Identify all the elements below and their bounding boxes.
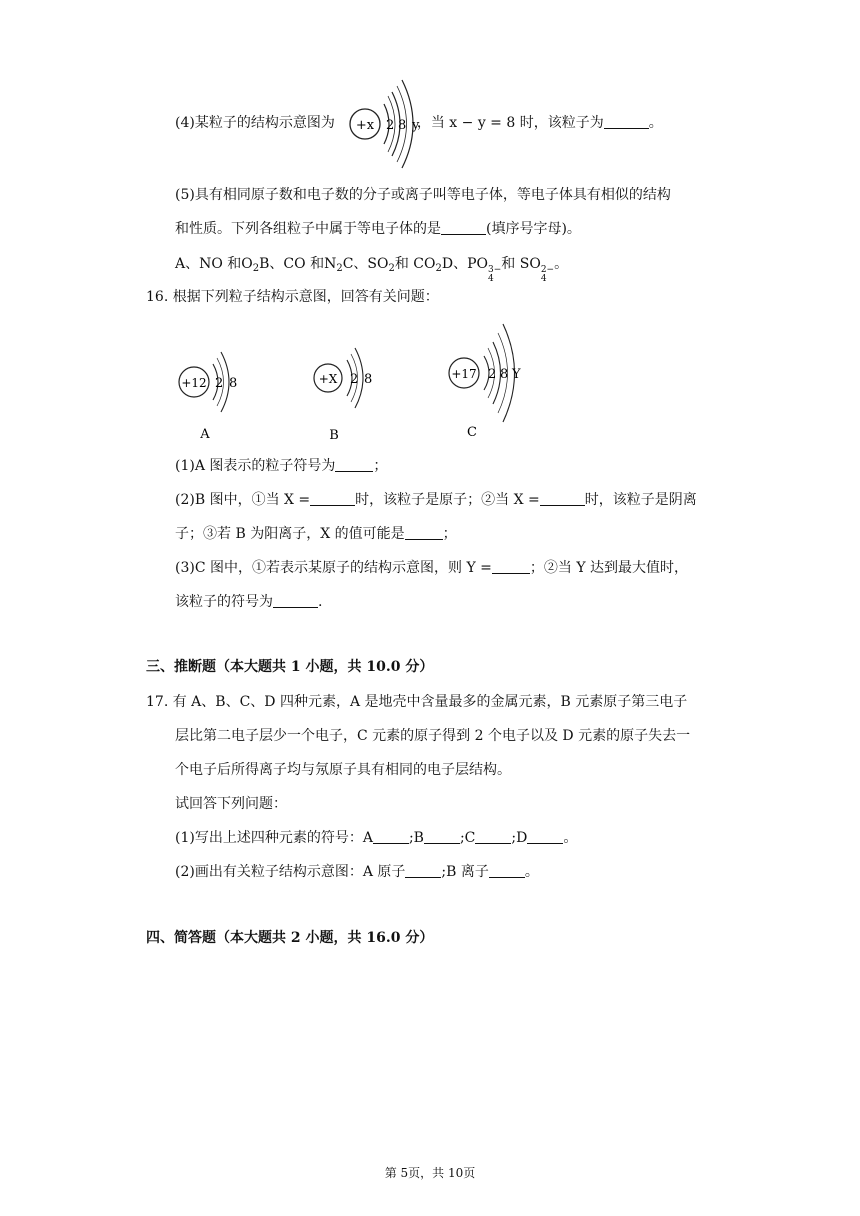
q15-p5-line2: 和性质。下列各组粒子中属于等电子体的是 (填序号字母)。 — [175, 221, 581, 237]
q16-diagram-b — [310, 340, 400, 440]
diagram-label: C — [467, 425, 477, 438]
answer-blank[interactable] — [373, 829, 409, 844]
svg-text:+12: +12 — [181, 376, 207, 390]
answer-blank[interactable] — [492, 559, 530, 574]
diagram-label: B — [329, 428, 339, 440]
q16-p3-line1: (3)C 图中，①若表示某原子的结构示意图，则 Y = ；②当 Y 达到最大值时， — [175, 560, 689, 576]
answer-blank[interactable] — [310, 491, 355, 506]
answer-blank[interactable] — [489, 863, 525, 878]
svg-text:+X: +X — [318, 372, 338, 386]
q15-p4-line: (4)某粒子的结构示意图为 ，当 x − y = 8 时，该粒子为 。 — [175, 115, 663, 131]
q16-stem: 16. 根据下列粒子结构示意图，回答有关问题： — [146, 289, 439, 305]
shell-label: 2 — [386, 118, 395, 133]
svg-text:8: 8 — [364, 372, 373, 387]
svg-text:8: 8 — [500, 367, 509, 382]
section-3-title: 三、推断题（本大题共 1 小题，共 10.0 分） — [146, 659, 434, 675]
q17-line4: 试回答下列问题： — [175, 796, 287, 812]
answer-blank[interactable] — [273, 593, 318, 608]
q15-p4-atom-diagram — [346, 72, 436, 172]
q16-p2-line1: (2)B 图中，①当 X = 时，该粒子是原子；②当 X = 时，该粒子是阴离 — [175, 492, 697, 508]
answer-blank[interactable] — [475, 829, 511, 844]
page-footer: 第 5页，共 10页 — [384, 1166, 476, 1180]
svg-text:Y: Y — [512, 367, 521, 382]
answer-blank[interactable] — [604, 114, 649, 129]
q17-line1: 17. 有 A、B、C、D 四种元素，A 是地壳中含量最多的金属元素，B 元素原子第三电子 — [146, 694, 688, 710]
q17-line3: 个电子后所得离子均与氖原子具有相同的电子层结构。 — [175, 762, 511, 778]
q16-p3-line2: 该粒子的符号为 . — [175, 594, 323, 610]
answer-blank[interactable] — [441, 220, 486, 235]
q16-p2-line2: 子；③若 B 为阳离子，X 的值可能是 ； — [175, 526, 457, 542]
answer-blank[interactable] — [527, 829, 563, 844]
q15-p4-text-before: (4)某粒子的结构示意图为 — [175, 115, 335, 131]
q15-p5-options: A、NO 和$O_2B$、CO 和$N_2C$、$SO_2$和 $CO_2D$、PO 3− 4 和 SO 2− 4 。 — [175, 256, 569, 284]
svg-text:8: 8 — [229, 376, 238, 391]
q17-p1: (1)写出上述四种元素的符号：A ;B ;C ;D 。 — [175, 830, 578, 846]
answer-blank[interactable] — [405, 525, 443, 540]
svg-text:2: 2 — [488, 367, 497, 382]
q17-line2: 层比第二电子层少一个电子，C 元素的原子得到 2 个电子以及 D 元素的原子失去一 — [175, 728, 691, 744]
answer-blank[interactable] — [424, 829, 460, 844]
section-4-title: 四、简答题（本大题共 2 小题，共 16.0 分） — [146, 930, 434, 946]
answer-blank[interactable] — [540, 491, 585, 506]
answer-blank[interactable] — [335, 457, 373, 472]
nucleus-label: +x — [355, 118, 375, 133]
svg-text:2: 2 — [350, 372, 359, 387]
answer-blank[interactable] — [405, 863, 441, 878]
svg-text:+17: +17 — [451, 367, 477, 381]
diagram-label: A — [200, 427, 210, 440]
q17-p2: (2)画出有关粒子结构示意图：A 原子 ;B 离子 。 — [175, 864, 539, 880]
q16-diagram-c — [448, 318, 548, 438]
q16-diagram-a — [175, 340, 265, 440]
shell-label: 8 — [398, 118, 407, 133]
shell-label: y — [412, 118, 420, 133]
q15-p5-line1: (5)具有相同原子数和电子数的分子或离子叫等电子体，等电子体具有相似的结构 — [175, 187, 671, 203]
q15-p4-text-after: ，当 x − y = 8 时，该粒子为 — [416, 115, 604, 131]
svg-text:2: 2 — [215, 376, 224, 391]
q16-p1: (1)A 图表示的粒子符号为 ； — [175, 458, 388, 474]
